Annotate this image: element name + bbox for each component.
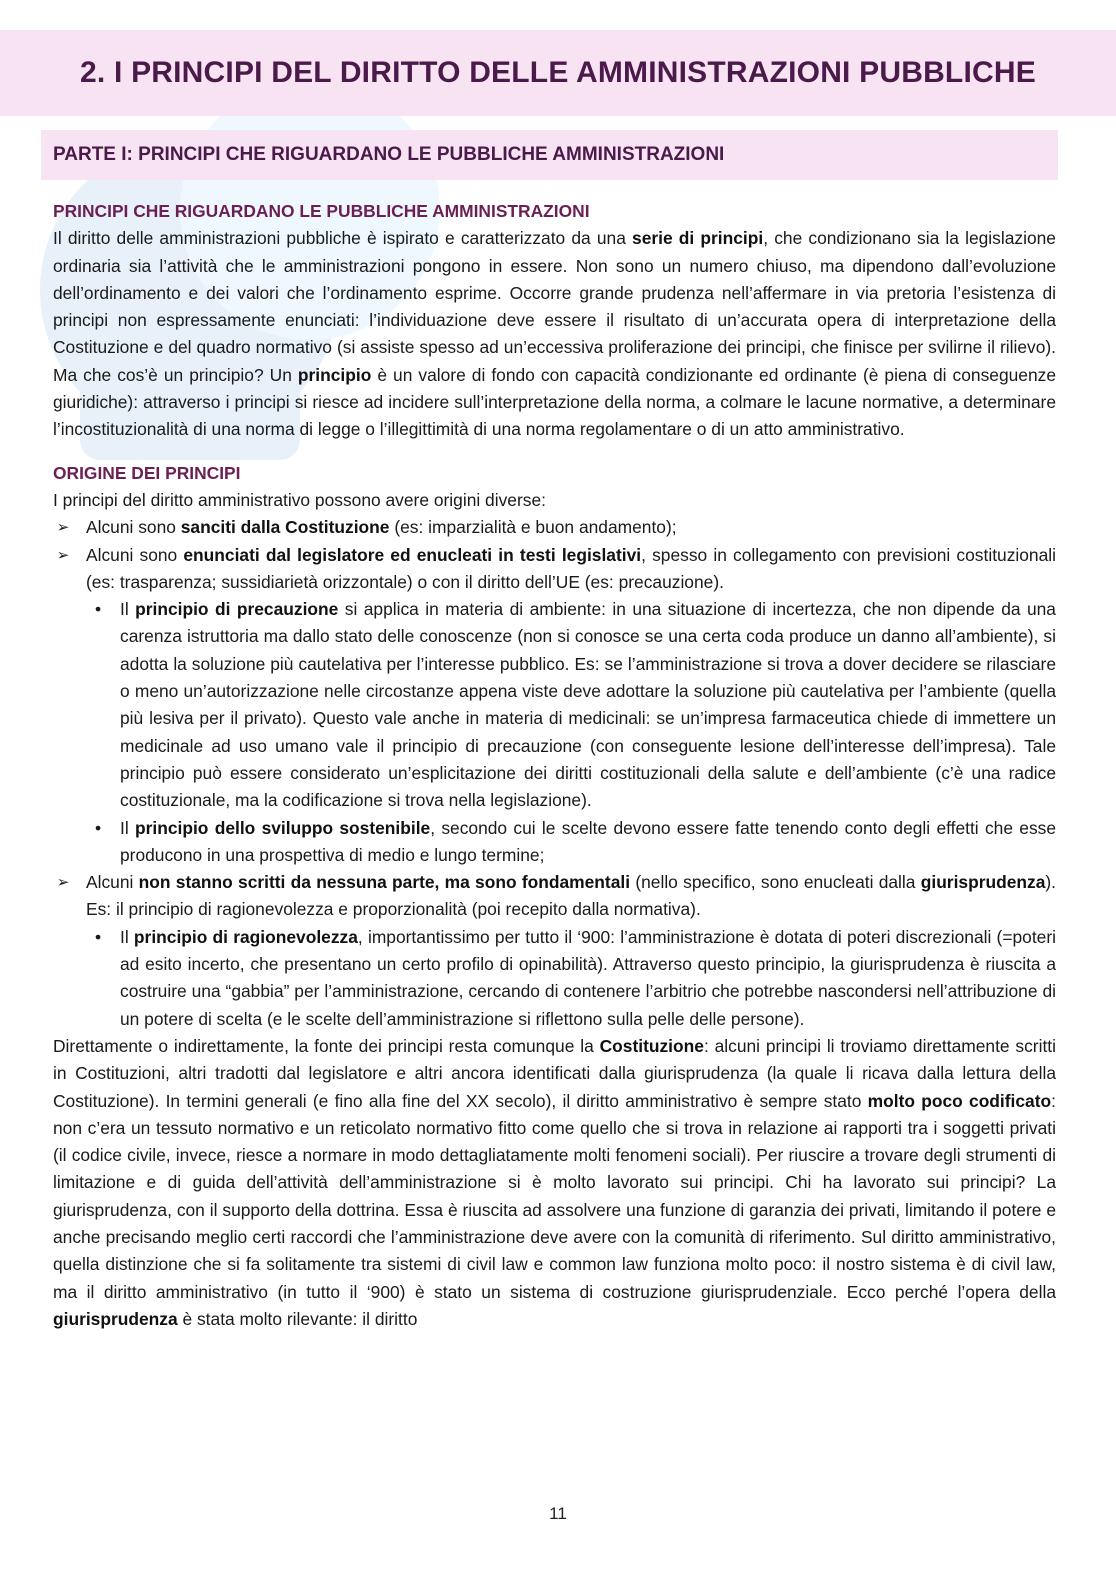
sub-list: [86, 924, 1056, 1033]
main-content: [53, 198, 1056, 1333]
list-item: ➢ Alcuni sono sanciti dalla Costituzione (es: imparzialità e buon andamento);: [53, 514, 1056, 541]
sub-list-item: • Il principio di ragionevolezza, importantissimo per tutto il ‘900: l’amministrazione è dotata di poteri discrezionali (=poteri ad esito incerto, che presentano un certo profilo di opinabilità). Attraverso questo principio, la giurisprudenza è riuscita a costruire una “gabbia” per l’amministrazione, cercando di contenere l’arbitrio che potrebbe nascondersi nell’attribuzione di un potere di scelta (e le scelte dell’amministrazione si riflettono sulla pelle delle persone).: [86, 924, 1056, 1033]
sub-list-item: • Il principio di precauzione si applica in materia di ambiente: in una situazione di incertezza, che non dipende da una carenza istruttoria ma dallo stato delle conoscenze (non si conosce se una certa coda produce un danno all’ambiente), si adotta la soluzione più cautelativa per l’interesse pubblico. Es: se l’amministrazione si trova a dover decidere se rilasciare o meno un’autorizzazione nelle circostanze appena viste deve adottare la soluzione più cautelativa per l’ambiente (quella più lesiva per il privato). Questo vale anche in materia di medicinali: se un’impresa farmaceutica chiede di immettere un medicinale ad uso umano vale il principio di precauzione (con conseguente lesione dell’interesse dell’impresa). Tale principio può essere considerato un’esplicitazione dei diritti costituzionali della salute e dell’ambiente (c’è una radice costituzionale, ma la codificazione si trova nella legislazione).: [86, 596, 1056, 814]
arrow-bullet-icon: ➢: [56, 519, 70, 537]
paragraph-origine-intro: I principi del diritto amministrativo possono avere origini diverse:: [53, 489, 546, 510]
page-number: 11: [549, 1504, 567, 1523]
paragraph-fonte: Direttamente o indirettamente, la fonte dei principi resta comunque la Costituzione: alcuni principi li troviamo direttamente scritti in Costituzioni, altri tradotti dal legislatore e altri ancora identificati dalla giurisprudenza (la quale li ricava dalla lettura della Costituzione). In termini generali (e fino alla fine del XX secolo), il diritto amministrativo è sempre stato molto poco codificato: non c’era un tessuto normativo e un reticolato normativo fitto come quello che si trova in relazione ai rapporti tra i soggetti privati (il codice civile, invece, riesce a normare in modo dettagliatamente molti fenomeni sociali). Per riuscire a trovare degli strumenti di limitazione e di guida dell’attività dell’amministrazione si è molto lavorato sui principi. Chi ha lavorato sui principi? La giurisprudenza, con il supporto della dottrina. Essa è riuscita ad assolvere una funzione di garanzia dei privati, limitando il potere e anche precisando meglio certi raccordi che l’amministrazione deve avere con la comunità di riferimento. Sul diritto amministrativo, quella distinzione che si fa solitamente tra sistemi di civil law e common law funziona molto poco: il nostro sistema è di civil law, ma il diritto amministrativo (in tutto il ‘900) è stato un sistema di costruzione giurisprudenziale. Ecco perché l’opera della giurisprudenza è stata molto rilevante: il diritto: [53, 1035, 1056, 1329]
arrow-bullet-icon: ➢: [56, 546, 70, 564]
dot-bullet-icon: •: [94, 817, 102, 838]
chapter-title: 2. I PRINCIPI DEL DIRITTO DELLE AMMINISTRAZIONI PUBBLICHE: [0, 30, 1116, 116]
dot-bullet-icon: •: [94, 926, 102, 947]
list-item: ➢ Alcuni non stanno scritti da nessuna parte, ma sono fondamentali (nello specifico, sono enucleati dalla giurisprudenza). Es: il principio di ragionevolezza e proporzionalità (poi recepito dalla normativa). • Il principio di ragionevolezza, importantissimo per tutto il ‘900: l’amministrazione è dotata di poteri discrezionali (=poteri ad esito incerto, che presentano un certo profilo di opinabilità). Attraverso questo principio, la giurisprudenza è riuscita a costruire una “gabbia” per l’amministrazione, cercando di contenere l’arbitrio che potrebbe nascondersi nell’attribuzione di un potere di scelta (e le scelte dell’amministrazione si riflettono sulla pelle delle persone).: [53, 869, 1056, 1033]
dot-bullet-icon: •: [94, 599, 102, 620]
sub-list-item: • Il principio dello sviluppo sostenibile, secondo cui le scelte devono essere fatte tenendo conto degli effetti che esse producono in una prospettiva di medio e lungo termine;: [86, 815, 1056, 870]
paragraph-principi: Il diritto delle amministrazioni pubbliche è ispirato e caratterizzato da una serie di principi, che condizionano sia la legislazione ordinaria sia l’attività che le amministrazioni pongono in essere. Non sono un numero chiuso, ma dipendono dall’evoluzione dell’ordinamento e dei valori che l’ordinamento esprime. Occorre grande prudenza nell’affermare in via pretoria l’esistenza di principi non espressamente enunciati: l’individuazione deve essere il risultato di un’accurata opera di interpretazione della Costituzione e del quadro normativo (si assiste spesso ad un’eccessiva proliferazione dei principi, che finisce per svilirne il rilievo). Ma che cos’è un principio? Un principio è un valore di fondo con capacità condizionante ed ordinante (è piena di conseguenze giuridiche): attraverso i principi si riesce ad incidere sull’interpretazione della norma, a colmare le lacune normative, a determinare l’incostituzionalità di una norma di legge o l’illegittimità di una norma regolamentare o di un atto amministrativo.: [53, 228, 1057, 440]
arrow-bullet-icon: ➢: [56, 874, 70, 892]
origin-list: [53, 514, 1056, 1033]
part-title: PARTE I: PRINCIPI CHE RIGUARDANO LE PUBBLICHE AMMINISTRAZIONI: [41, 130, 1058, 180]
list-item: ➢ Alcuni sono enunciati dal legislatore ed enucleati in testi legislativi, spesso in collegamento con previsioni costituzionali (es: trasparenza; sussidiarietà orizzontale) o con il diritto dell’UE (es: precauzione). • Il principio di precauzione si applica in materia di ambiente: in una situazione di incertezza, che non dipende da una carenza istruttoria ma dallo stato delle conoscenze (non si conosce se una certa coda produce un danno all’ambiente), si adotta la soluzione più cautelativa per l’interesse pubblico. Es: se l’amministrazione si trova a dover decidere se rilasciare o meno un’autorizzazione nelle circostanze appena viste deve adottare la soluzione più cautelativa per l’ambiente (quella più lesiva per il privato). Questo vale anche in materia di medicinali: se un’impresa farmaceutica chiede di immettere un medicinale ad uso umano vale il principio di precauzione (con conseguente lesione dell’interesse dell’impresa). Tale principio può essere considerato un’esplicitazione dei diritti costituzionali della salute e dell’ambiente (c’è una radice costituzionale, ma la codificazione si trova nella legislazione). • Il principio dello sviluppo sostenibile, secondo cui le scelte devono essere fatte tenendo conto degli effetti che esse producono in una prospettiva di medio e lungo termine;: [53, 542, 1056, 870]
section-heading-principi: PRINCIPI CHE RIGUARDANO LE PUBBLICHE AMMINISTRAZIONI: [53, 201, 590, 221]
section-heading-origine: ORIGINE DEI PRINCIPI: [53, 462, 241, 483]
sub-list: [86, 596, 1056, 869]
